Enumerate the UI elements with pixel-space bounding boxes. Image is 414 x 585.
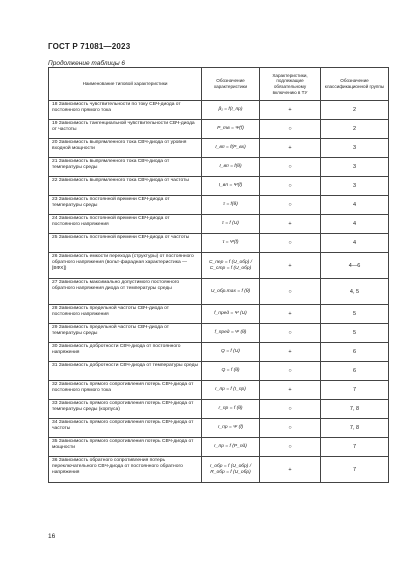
cell-name: 29 Зависимость предельной частоты СВЧ-диода от температуры среды <box>49 324 202 343</box>
cell-name: 22 Зависимость выпрямленного тока СВЧ-диода от частоты <box>49 177 202 196</box>
cell-dep: Q = f (θ) <box>202 362 260 381</box>
cell-mark: + <box>260 253 321 279</box>
table-row <box>49 120 389 139</box>
cell-mark: + <box>260 139 321 158</box>
cell-grp: 6 <box>321 343 389 362</box>
cell-mark: ○ <box>260 158 321 177</box>
cell-dep: I_вп = f(θ) <box>202 158 260 177</box>
standard-header: ГОСТ Р 71081—2023 <box>48 42 131 51</box>
table-continuation-caption: Продолжение таблицы 6 <box>48 60 126 67</box>
cell-mark: ○ <box>260 362 321 381</box>
cell-dep: τ = Ψ(f) <box>202 234 260 253</box>
cell-mark: + <box>260 343 321 362</box>
table-row <box>49 457 389 483</box>
cell-grp: 7 <box>321 457 389 483</box>
cell-dep: r_пр = f (θ) <box>202 400 260 419</box>
cell-dep: β₁ = f(I_пр) <box>202 101 260 120</box>
cell-grp: 5 <box>321 305 389 324</box>
cell-mark: ○ <box>260 196 321 215</box>
table-row <box>49 419 389 438</box>
cell-dep: f_пред = Ψ (U) <box>202 305 260 324</box>
cell-mark: ○ <box>260 419 321 438</box>
cell-grp: 2 <box>321 120 389 139</box>
cell-dep: f_пред = Ψ (θ) <box>202 324 260 343</box>
cell-mark: + <box>260 381 321 400</box>
table-header-row <box>49 68 389 101</box>
cell-mark: ○ <box>260 177 321 196</box>
table-row <box>49 139 389 158</box>
table-row <box>49 400 389 419</box>
table-row <box>49 343 389 362</box>
cell-dep: τ = f(θ) <box>202 196 260 215</box>
table-row <box>49 234 389 253</box>
cell-name: 21 Зависимость выпрямленного тока СВЧ-диода от температуры среды <box>49 158 202 177</box>
table-row <box>49 253 389 279</box>
cell-mark: + <box>260 305 321 324</box>
cell-mark: + <box>260 457 321 483</box>
cell-mark: ○ <box>260 324 321 343</box>
cell-grp: 3 <box>321 158 389 177</box>
page-number: 16 <box>48 533 56 540</box>
table-row <box>49 362 389 381</box>
table-row <box>49 305 389 324</box>
col-header-mandatory: Характеристики, подлежащие обязательному включению в ТУ <box>260 68 321 101</box>
cell-dep: I_вп = f(P_вх) <box>202 139 260 158</box>
cell-grp: 3 <box>321 177 389 196</box>
cell-name: 19 Зависимость тангенциальной чувствительности СВЧ-диода от частоты <box>49 120 202 139</box>
cell-grp: 6 <box>321 362 389 381</box>
table-row <box>49 196 389 215</box>
table-row <box>49 381 389 400</box>
cell-dep: r_пр = Ψ (f) <box>202 419 260 438</box>
cell-dep: I_вп = Ψ(f) <box>202 177 260 196</box>
cell-grp: 7, 8 <box>321 400 389 419</box>
cell-dep: P_тв = Ψ(f) <box>202 120 260 139</box>
table-row <box>49 279 389 305</box>
cell-name: 26 Зависимость емкости перехода (структуры) от постоянного обратного напряжения (вольт-фарадная характеристика — [ВФХ]) <box>49 253 202 279</box>
table-row <box>49 101 389 120</box>
table-row <box>49 158 389 177</box>
cell-grp: 7, 8 <box>321 419 389 438</box>
cell-name: 28 Зависимость предельной частоты СВЧ-диода от постоянного напряжения <box>49 305 202 324</box>
cell-grp: 3 <box>321 139 389 158</box>
cell-grp: 7 <box>321 438 389 457</box>
cell-mark: ○ <box>260 120 321 139</box>
cell-grp: 2 <box>321 101 389 120</box>
cell-mark: ○ <box>260 400 321 419</box>
col-header-group: Обозначение классификационной группы <box>321 68 389 101</box>
cell-dep: Q = f (U) <box>202 343 260 362</box>
cell-grp: 5 <box>321 324 389 343</box>
cell-mark: ○ <box>260 279 321 305</box>
cell-dep: r_пр = f (I_пр) <box>202 381 260 400</box>
cell-dep: r_пр = f (P_пд) <box>202 438 260 457</box>
cell-grp: 4 <box>321 234 389 253</box>
cell-name: 27 Зависимость максимально допустимого постоянного обратного напряжения диода от температуры среды <box>49 279 202 305</box>
cell-name: 32 Зависимость прямого сопротивления потерь СВЧ-диода от постоянного прямого тока <box>49 381 202 400</box>
cell-name: 30 Зависимость добротности СВЧ-диода от постоянного напряжения <box>49 343 202 362</box>
cell-grp: 4, 5 <box>321 279 389 305</box>
cell-mark: ○ <box>260 234 321 253</box>
cell-mark: + <box>260 101 321 120</box>
characteristics-table <box>48 67 389 483</box>
cell-dep: τ = f (U) <box>202 215 260 234</box>
cell-name: 31 Зависимость добротности СВЧ-диода от температуры среды <box>49 362 202 381</box>
table-row <box>49 215 389 234</box>
cell-name: 33 Зависимость прямого сопротивления потерь СВЧ-диода от температуры среды (корпуса) <box>49 400 202 419</box>
cell-name: 23 Зависимость постоянной времени СВЧ-диода от температуры среды <box>49 196 202 215</box>
cell-name: 34 Зависимость прямого сопротивления потерь СВЧ-диода от частоты <box>49 419 202 438</box>
cell-grp: 7 <box>321 381 389 400</box>
cell-grp: 4 <box>321 196 389 215</box>
cell-dep: C_пер = f (U_обр) / C_стр = f (U_обр) <box>202 253 260 279</box>
cell-name: 18 Зависимость чувствительности по току СВЧ-диода от постоянного прямого тока <box>49 101 202 120</box>
cell-mark: + <box>260 215 321 234</box>
table-row <box>49 324 389 343</box>
cell-name: 25 Зависимость постоянной времени СВЧ-диода от частоты <box>49 234 202 253</box>
cell-mark: ○ <box>260 438 321 457</box>
table-row <box>49 438 389 457</box>
table-row <box>49 177 389 196</box>
col-header-name: Наименование типовой характеристики <box>49 68 202 101</box>
cell-name: 24 Зависимость постоянной времени СВЧ-диода от постоянного напряжения <box>49 215 202 234</box>
col-header-designation: Обозначение характеристики <box>202 68 260 101</box>
cell-grp: 4 <box>321 215 389 234</box>
cell-name: 35 Зависимость прямого сопротивления потерь СВЧ-диода от мощности <box>49 438 202 457</box>
cell-name: 36 Зависимость обратного сопротивления потерь переключательного СВЧ-диода от постоянного обратного напряжения <box>49 457 202 483</box>
cell-name: 20 Зависимость выпрямленного тока СВЧ-диода от уровня входной мощности <box>49 139 202 158</box>
cell-dep: r_обр = f (U_обр) / R_обр = f (U_обр) <box>202 457 260 483</box>
cell-dep: U_обр.max = f (θ) <box>202 279 260 305</box>
cell-grp: 4—6 <box>321 253 389 279</box>
